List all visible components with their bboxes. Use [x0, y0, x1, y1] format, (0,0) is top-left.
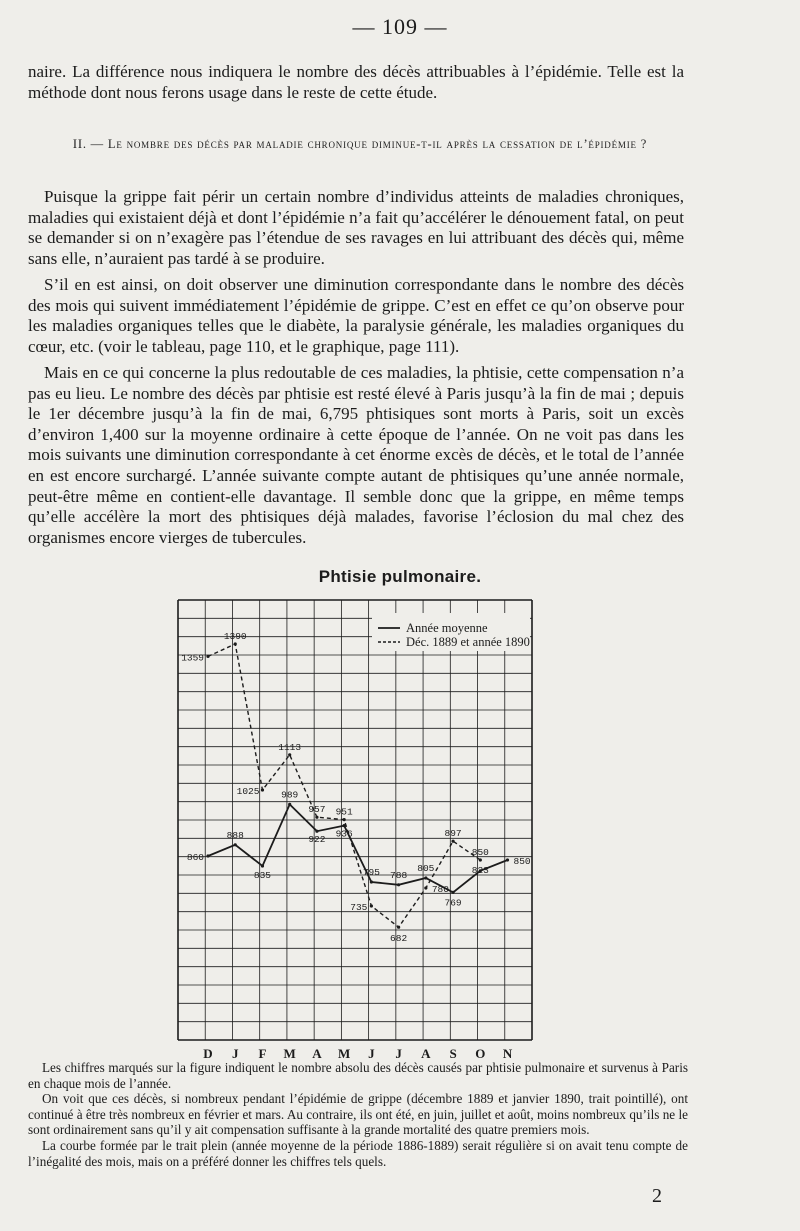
caption-paragraph: Les chiffres marqués sur la figure indiquent le nombre absolu des décès causés par phtisie pulmonaire et survenus à Paris en chaque mois de l’année. — [28, 1060, 688, 1091]
page-header-number: — 109 — — [352, 14, 448, 39]
x-tick-label: J — [395, 1046, 402, 1061]
data-label: 1359 — [181, 652, 204, 664]
data-label: 780 — [431, 884, 449, 895]
data-point — [370, 880, 373, 883]
x-tick-label: A — [312, 1046, 322, 1061]
data-label: 897 — [444, 828, 462, 840]
data-point — [343, 818, 346, 821]
legend-label: Année moyenne — [406, 621, 488, 635]
paragraph-text: Mais en ce qui concerne la plus redoutable de ces maladies, la phtisie, cette compensation n’a pas eu lieu. Le nombre des décès par phtisie est resté élevé à Paris jusqu’à la fin de mai ; depuis le 1er décembre jusqu’à la fin de mai, 6,795 phtisiques sont morts à Paris, soit un excès d’environ 1,400 sur la moyenne ordinaire à cette époque de l’année. On ne voit pas dans les mois suivants une diminution correspondante à cet énorme excès de décès, et le total de l’année en est encore surchargé. L’année suivante compte autant de phtisiques qu’une année normale, peut-être même en contient-elle davantage. Il semble donc que la grippe, en même temps qu’elle accélère la mort des phtisiques déjà malades, favorise l’éclosion du mal chez des organismes encore vierges de tubercules. — [28, 363, 684, 547]
data-point — [424, 876, 427, 879]
data-label: 1025 — [236, 786, 260, 797]
data-label: 957 — [308, 804, 326, 816]
data-point — [479, 858, 482, 861]
data-label: 922 — [308, 834, 326, 846]
data-point — [206, 854, 209, 857]
data-label: 835 — [253, 870, 272, 881]
x-tick-label: O — [475, 1046, 486, 1061]
figure-caption — [28, 1060, 688, 1169]
x-tick-label: S — [449, 1046, 457, 1061]
caption-paragraph: On voit que ces décès, si nombreux pendant l’épidémie de grippe (décembre 1889 et janvier 1890, trait pointillé), ont continué à être très nombreux en février et mars. Au contraire, ils ont été, en juin, juillet et août, moins nombreux qu’ils ne le sont ordinairement sans qu’il y ait compensation suffisante à la grande mortalité des quatre premiers mois. — [28, 1091, 688, 1138]
x-tick-label: M — [338, 1046, 351, 1061]
data-point — [315, 816, 318, 819]
data-point — [397, 883, 400, 886]
caption-paragraph: La courbe formée par le trait plein (année moyenne de la période 1886-1889) serait régulière si on avait tenu compte de l’inégalité des mois, mais on a préféré donner les chiffres tels quels. — [28, 1137, 688, 1169]
x-tick-label: J — [231, 1046, 239, 1061]
data-point — [451, 840, 454, 843]
data-label: 850 — [471, 847, 489, 858]
data-label: 823 — [471, 864, 489, 876]
data-point — [234, 642, 237, 645]
data-label: 795 — [362, 867, 380, 878]
x-tick-label: A — [421, 1046, 431, 1061]
data-label: 936 — [335, 828, 353, 840]
data-point — [261, 864, 264, 867]
x-tick-label: J — [368, 1046, 375, 1061]
x-tick-label: N — [502, 1046, 513, 1061]
data-point — [370, 904, 373, 907]
data-label: 1113 — [278, 741, 302, 753]
legend-label: Déc. 1889 et année 1890 — [406, 635, 530, 649]
data-point — [506, 858, 509, 861]
data-point — [288, 753, 291, 756]
chart-title: Phtisie pulmonaire. — [318, 567, 482, 586]
x-tick-label: M — [283, 1046, 296, 1061]
paragraph-text: S’il en est ainsi, on doit observer une diminution correspondante dans le nombre des décès des mois qui suivent immédiatement l’épidémie de grippe. C’est en effet ce qu’on observe pour les maladies organiques telles que le diabète, la paralysie générale, les maladies organiques du cœur, etc. (voir le tableau, page 110, et le graphique, page 111). — [28, 275, 684, 356]
data-point — [424, 886, 427, 889]
data-label: 788 — [390, 869, 408, 881]
folio-number: 2 — [652, 1185, 662, 1207]
data-label: 888 — [226, 829, 244, 841]
data-point — [261, 788, 264, 791]
data-point — [397, 926, 400, 929]
data-label: 850 — [513, 856, 531, 867]
x-tick-label: F — [258, 1046, 267, 1061]
data-label: 1390 — [223, 631, 247, 642]
data-label: 951 — [335, 806, 353, 818]
paragraph-text: Puisque la grippe fait périr un certain nombre d’individus atteints de maladies chroniques, maladies qui existaient déjà et dont l’épidémie n’a fait qu’accélérer le dénouement fatal, on peut se demander si on n’exagère pas l’étendue de ses ravages en lui attribuant des décès qui, même sans elle, n’auraient pas tardé à se produire. — [28, 187, 684, 268]
section-heading: II. — Le nombre des décès par maladie chronique diminue-t-il après la cessation de l’épidémie ? — [72, 137, 648, 151]
data-label: 682 — [390, 933, 408, 945]
paragraph-text: naire. La différence nous indiquera le nombre des décès attribuables à l’épidémie. Telle est la méthode dont nous ferons usage dans le reste de cette étude. — [28, 62, 684, 102]
x-tick-label: D — [203, 1046, 213, 1061]
data-point — [234, 843, 237, 846]
data-label: 860 — [186, 852, 204, 863]
data-label: 769 — [444, 897, 462, 909]
data-point — [451, 891, 454, 894]
data-point — [315, 830, 318, 833]
data-label: 989 — [281, 789, 299, 801]
data-label: 805 — [417, 863, 435, 874]
data-label: 735 — [350, 902, 368, 913]
data-point — [206, 655, 209, 658]
data-point — [288, 803, 291, 806]
